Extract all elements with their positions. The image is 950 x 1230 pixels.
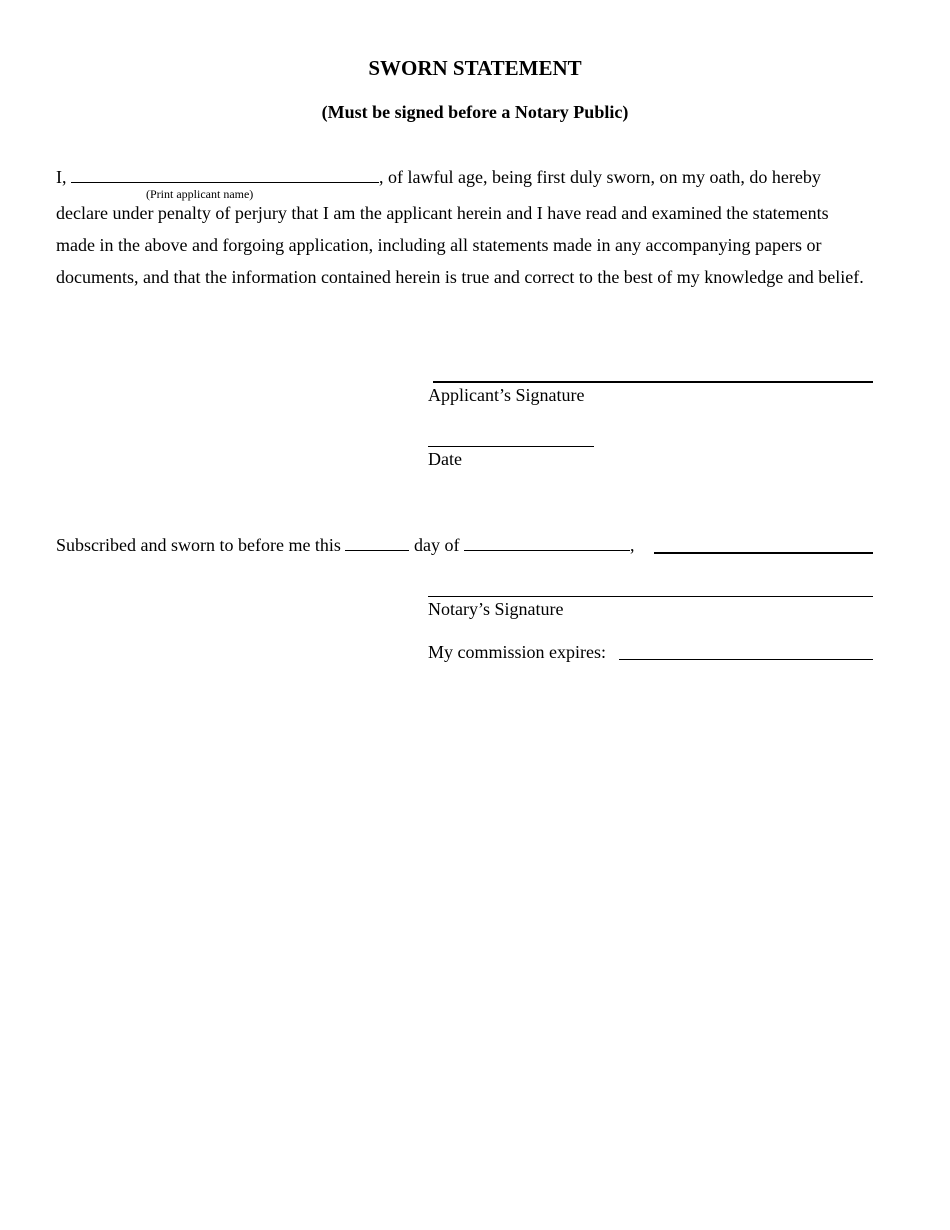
- applicant-name-field[interactable]: [71, 167, 379, 183]
- statement-after-name: , of lawful age, being first duly sworn, on my oath, do hereby: [379, 167, 821, 187]
- statement-line-4: documents, and that the information contained herein is true and correct to the best of my knowledge and belief.: [56, 267, 864, 287]
- statement-line-2: declare under penalty of perjury that I am the applicant herein and I have read and examined the statements: [56, 203, 829, 223]
- day-field[interactable]: [345, 535, 409, 551]
- date-label: Date: [428, 449, 462, 469]
- statement-prefix: I,: [56, 167, 67, 187]
- document-subtitle: (Must be signed before a Notary Public): [321, 102, 629, 122]
- commission-expires-field[interactable]: [619, 659, 873, 660]
- comma-text: ,: [629, 535, 635, 555]
- notary-signature-line[interactable]: [428, 596, 873, 597]
- applicant-name-hint: (Print applicant name): [146, 187, 254, 201]
- applicant-signature-line[interactable]: [433, 381, 873, 383]
- document-title: SWORN STATEMENT: [368, 56, 582, 80]
- applicant-signature-label: Applicant’s Signature: [428, 385, 585, 405]
- month-field[interactable]: [464, 535, 630, 551]
- day-of-text: day of: [413, 535, 460, 555]
- notary-signature-label: Notary’s Signature: [428, 599, 564, 619]
- subscribed-line: [56, 534, 634, 556]
- date-line[interactable]: [428, 446, 594, 447]
- year-field[interactable]: [654, 552, 873, 554]
- statement-line-3: made in the above and forgoing application, including all statements made in any accompanying papers or: [56, 235, 822, 255]
- statement-line-1: [56, 166, 821, 188]
- commission-expires-label: My commission expires:: [428, 642, 606, 662]
- subscribed-prefix: Subscribed and sworn to before me this: [56, 535, 341, 555]
